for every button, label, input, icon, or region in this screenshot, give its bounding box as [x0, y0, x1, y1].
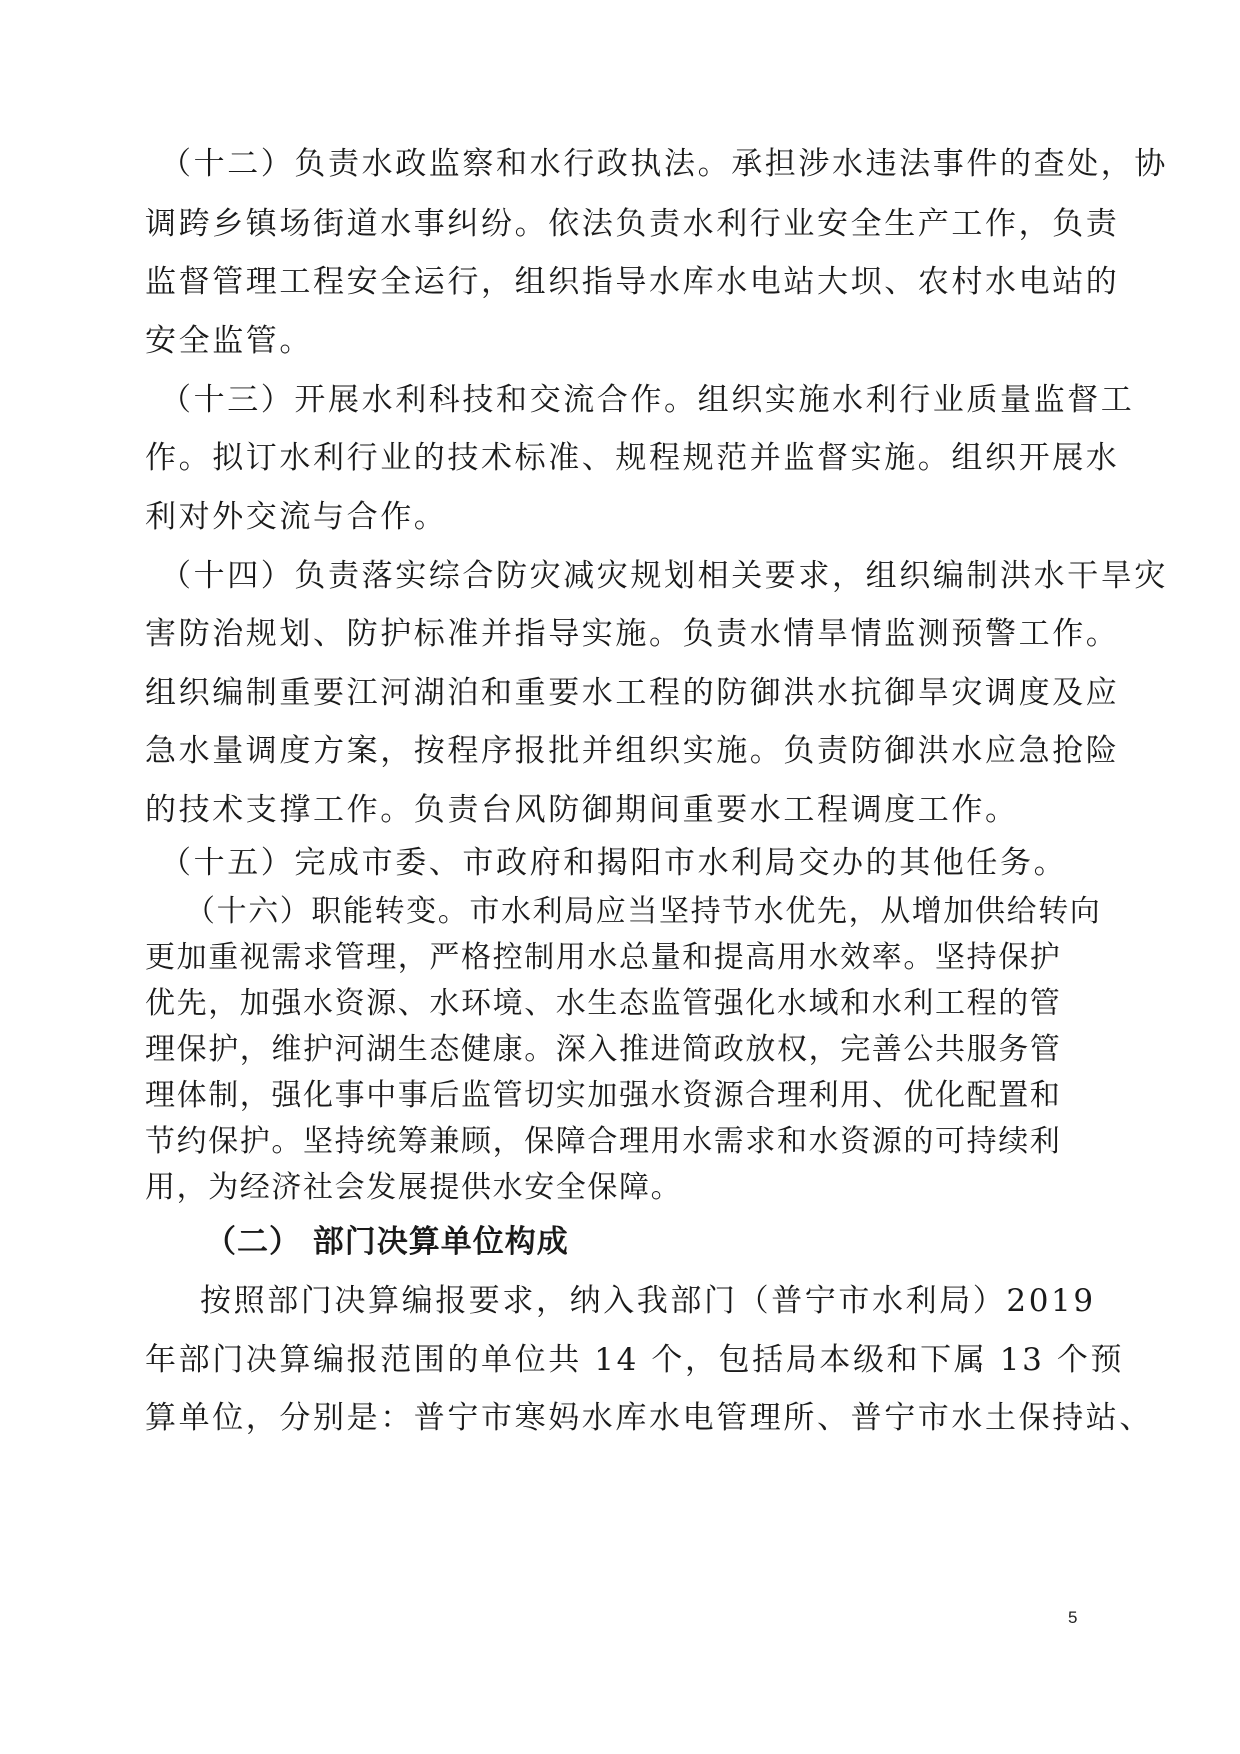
page-number: 5	[1068, 1608, 1078, 1627]
text-line: 用，为经济社会发展提供水安全保障。	[145, 1170, 683, 1205]
text-line: 年部门决算编报范围的单位共 14 个，包括局本级和下属 13 个预	[145, 1342, 1125, 1378]
text-line: 理保护，维护河湖生态健康。深入推进简政放权，完善公共服务管	[145, 1032, 1062, 1067]
text-line: （十二）负责水政监察和水行政执法。承担涉水违法事件的查处，协	[160, 146, 1168, 182]
text-line: （十三）开展水利科技和交流合作。组织实施水利行业质量监督工	[160, 382, 1135, 418]
text-line: （十四）负责落实综合防灾减灾规划相关要求，组织编制洪水干旱灾	[160, 558, 1168, 594]
text-line: 利对外交流与合作。	[145, 499, 448, 535]
text-line: 理体制，强化事中事后监管切实加强水资源合理利用、优化配置和	[145, 1078, 1062, 1113]
text-line: 优先，加强水资源、水环境、水生态监管强化水域和水利工程的管	[145, 986, 1062, 1021]
text-line: 作。拟订水利行业的技术标准、规程规范并监督实施。组织开展水	[145, 440, 1120, 476]
text-line: 按照部门决算编报要求，纳入我部门（普宁市水利局）2019	[200, 1283, 1096, 1319]
section-heading: （二） 部门决算单位构成	[205, 1224, 569, 1260]
text-line: 算单位，分别是：普宁市寒妈水库水电管理所、普宁市水土保持站、	[145, 1400, 1153, 1436]
text-line: 害防治规划、防护标准并指导实施。负责水情旱情监测预警工作。	[145, 616, 1120, 652]
text-line: 节约保护。坚持统筹兼顾，保障合理用水需求和水资源的可持续利	[145, 1124, 1062, 1159]
text-line: 的技术支撑工作。负责台风防御期间重要水工程调度工作。	[145, 792, 1019, 828]
text-line: （十五）完成市委、市政府和揭阳市水利局交办的其他任务。	[160, 845, 1068, 881]
text-line: 组织编制重要江河湖泊和重要水工程的防御洪水抗御旱灾调度及应	[145, 675, 1120, 711]
text-line: 安全监管。	[145, 323, 313, 359]
text-line: 监督管理工程安全运行，组织指导水库水电站大坝、农村水电站的	[145, 264, 1120, 300]
text-line: 更加重视需求管理，严格控制用水总量和提高用水效率。坚持保护	[145, 940, 1062, 975]
text-line: （十六）职能转变。市水利局应当坚持节水优先，从增加供给转向	[185, 894, 1102, 929]
text-line: 调跨乡镇场街道水事纠纷。依法负责水利行业安全生产工作，负责	[145, 206, 1120, 242]
text-line: 急水量调度方案，按程序报批并组织实施。负责防御洪水应急抢险	[145, 733, 1120, 769]
